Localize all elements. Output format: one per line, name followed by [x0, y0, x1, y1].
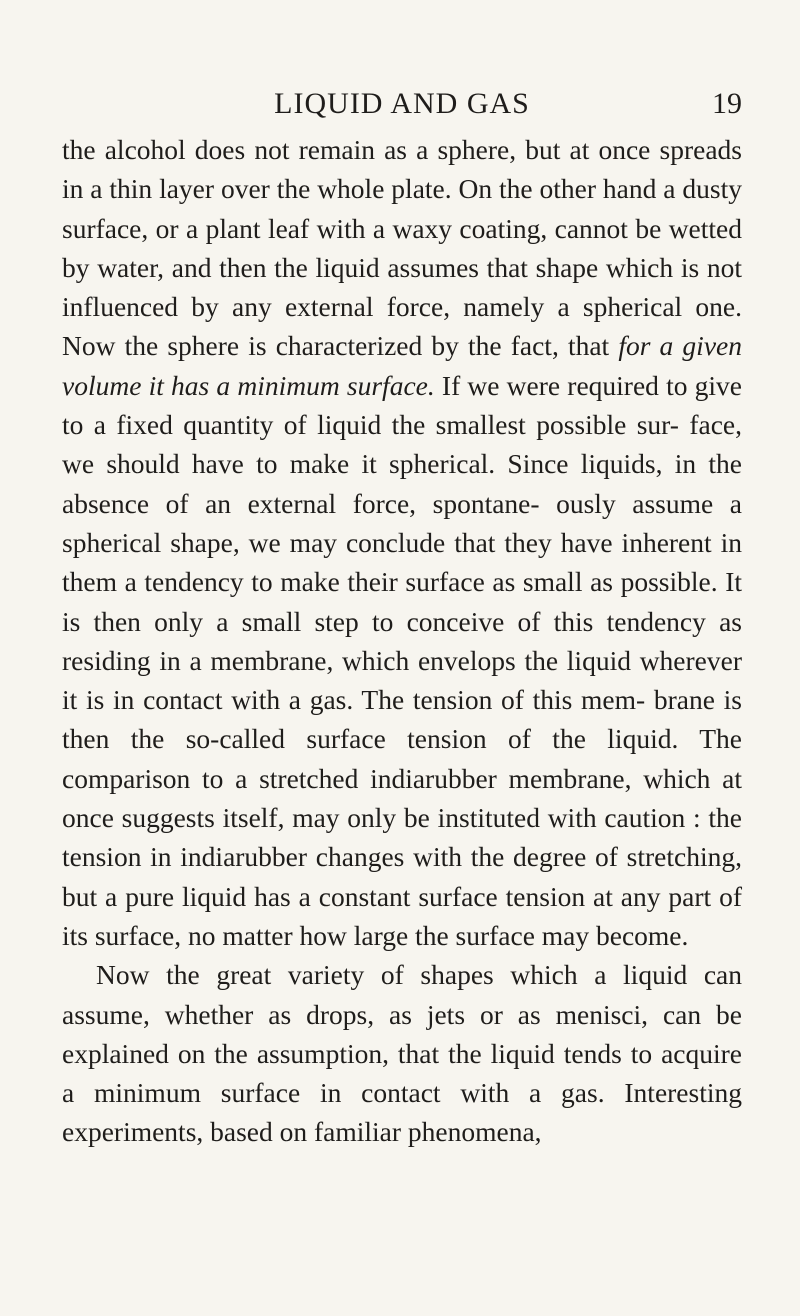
- paragraph-2: Now the great variety of shapes which a liquid can assume, whether as drops, as jets or as menisci, can be explained on the assumption, that the liquid tends to acquire a minimum surface in contact with a gas. Interesting experiments, based on familiar phenomena,: [62, 959, 742, 1148]
- paragraph-1: [62, 130, 742, 955]
- paragraph-1-emphasis: for a given volume it has a minimum surface.: [62, 330, 742, 401]
- page-number: 19: [712, 87, 742, 120]
- body-text: [62, 130, 742, 1152]
- running-head: [62, 84, 742, 124]
- running-title: LIQUID AND GAS: [274, 87, 530, 120]
- paragraph-1-text-a: the alcohol does not remain as a sphere, but at once spreads in a thin layer over the whole plate. On the other hand a dusty surface, or a plant leaf with a waxy coating, cannot be wetted by water, and then the liquid assumes that shape which is not influenced by any external force, namely a spherical one. Now the sphere is characterized by the fact, that: [62, 134, 742, 362]
- paragraph-1-text-b: If we were required to give to a fixed quantity of liquid the smallest possible sur- face, we should have to make it spherical. Since liquids, in the absence of an external force, spontane- ously assume a spherical shape, we may conclude that they have inherent in them a tendency to make their surface as small as possible. It is then only a small step to conceive of this tendency as residing in a membrane, which envelops the liquid wherever it is in contact with a gas. The tension of this mem- brane is then the so-called surface tension of the liquid. The comparison to a stretched indiarubber membrane, which at once suggests itself, may only be instituted with caution : the tension in indiarubber changes with the degree of stretching, but a pure liquid has a constant surface tension at any part of its surface, no matter how large the surface may become.: [62, 369, 742, 951]
